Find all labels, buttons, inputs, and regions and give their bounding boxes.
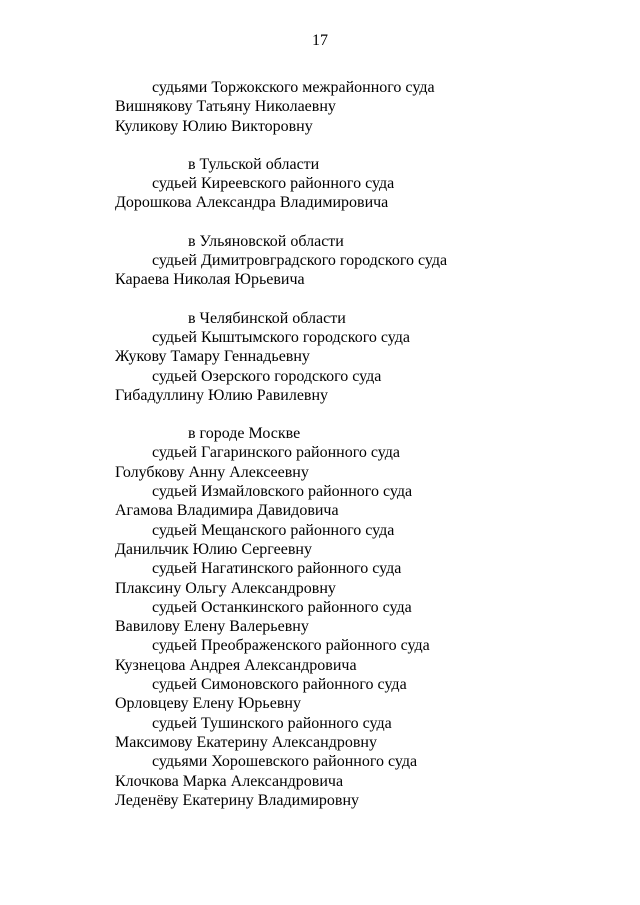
court-line: судьей Останкинского районного суда <box>152 598 412 616</box>
judge-name: Агамова Владимира Давидовича <box>115 502 339 520</box>
judge-name: Данильчик Юлию Сергеевну <box>115 540 312 558</box>
region-heading: в Ульяновской области <box>188 232 344 250</box>
judge-name: Клочкова Марка Александровича <box>115 772 344 790</box>
region-heading: в Тульской области <box>188 155 320 173</box>
court-line: судьей Киреевского районного суда <box>152 175 395 193</box>
court-line: судьями Торжокского межрайонного суда <box>152 79 435 96</box>
court-line: судьей Преображенского районного суда <box>152 637 430 655</box>
region-heading: в городе Москве <box>188 425 301 443</box>
judge-name: Голубкову Анну Алексеевну <box>115 463 309 481</box>
court-line: судьями Хорошевского районного суда <box>152 753 418 771</box>
court-line: судьей Симоновского районного суда <box>152 676 407 694</box>
appointment-block <box>0 155 640 213</box>
court-line: судьей Озерского городского суда <box>152 367 382 385</box>
court-line: судьей Мещанского районного суда <box>152 521 395 539</box>
court-line: судьей Нагатинского районного суда <box>152 560 402 578</box>
judge-name: Максимову Екатерину Александровну <box>115 733 377 751</box>
judge-name: Куликову Юлию Викторовну <box>115 117 313 135</box>
appointment-block <box>0 309 640 405</box>
court-line: судьей Гагаринского районного суда <box>152 444 401 462</box>
judge-name: Караева Николая Юрьевича <box>115 271 305 289</box>
court-line: судьей Кыштымского городского суда <box>152 328 411 346</box>
judge-name: Кузнецова Андрея Александровича <box>115 656 357 674</box>
appointment-block <box>0 424 640 810</box>
judge-name: Орловцеву Елену Юрьевну <box>115 695 301 713</box>
court-line: судьей Тушинского районного суда <box>152 714 392 732</box>
court-line: судьей Димитровградского городского суда <box>152 252 448 270</box>
appointment-block <box>0 232 640 290</box>
judge-name: Жукову Тамару Геннадьевну <box>115 348 310 366</box>
court-line: судьей Измайловского районного суда <box>152 483 413 501</box>
document-body <box>0 78 640 810</box>
appointment-block <box>0 78 640 136</box>
judge-name: Леденёву Екатерину Владимировну <box>115 791 360 809</box>
judge-name: Гибадуллину Юлию Равилевну <box>115 386 329 404</box>
judge-name: Вишнякову Татьяну Николаевну <box>115 98 336 116</box>
judge-name: Плаксину Ольгу Александровну <box>115 579 336 597</box>
judge-name: Дорошкова Александра Владимировича <box>115 194 389 212</box>
judge-name: Вавилову Елену Валерьевну <box>115 618 309 636</box>
region-heading: в Челябинской области <box>188 309 346 327</box>
page-number: 17 <box>312 32 328 49</box>
